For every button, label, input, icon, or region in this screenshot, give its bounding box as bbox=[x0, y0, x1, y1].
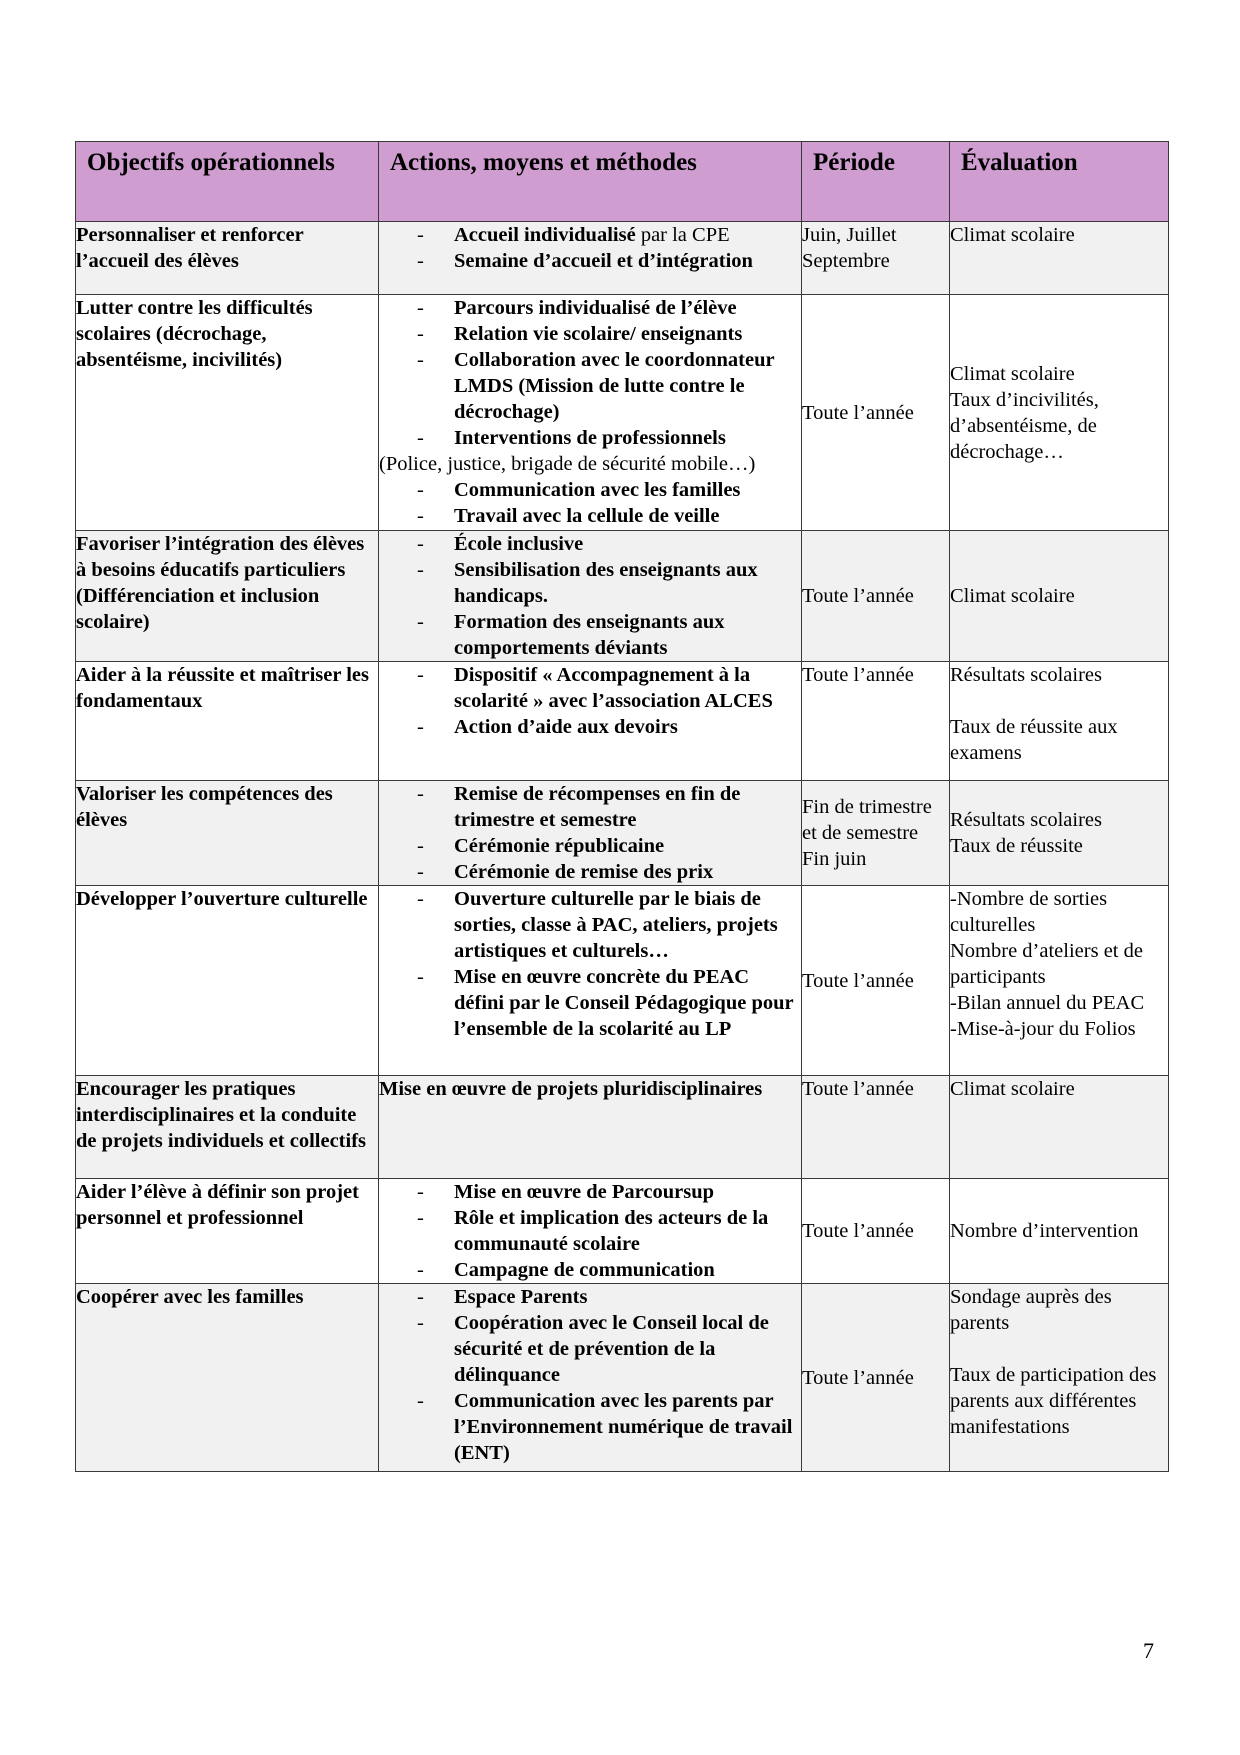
evaluation-line: Taux de réussite bbox=[950, 835, 1083, 857]
action-bold-text: Mise en œuvre concrète du PEAC défini par le Conseil Pédagogique pour l’ensemble de la scolarité au LP bbox=[454, 966, 794, 1040]
evaluation-cell bbox=[950, 662, 1169, 781]
period-cell bbox=[802, 531, 950, 662]
actions-cell bbox=[379, 222, 802, 295]
period-text: Toute l’année bbox=[802, 969, 914, 992]
action-bold-text: Mise en œuvre de Parcoursup bbox=[454, 1181, 715, 1203]
header-period: Période bbox=[802, 142, 950, 222]
period-text: Toute l’année bbox=[802, 664, 914, 686]
action-bold-text: Cérémonie de remise des prix bbox=[454, 861, 714, 883]
action-item bbox=[379, 557, 801, 609]
objective-cell: Coopérer avec les familles bbox=[76, 1284, 379, 1472]
evaluation-line: Taux de participation des parents aux différentes manifestations bbox=[950, 1364, 1157, 1438]
evaluation-cell bbox=[950, 886, 1169, 1076]
action-bold-text: Campagne de communication bbox=[454, 1259, 715, 1281]
evaluation-cell bbox=[950, 222, 1169, 295]
action-bold-text: École inclusive bbox=[454, 533, 584, 555]
table-row bbox=[76, 1179, 1169, 1284]
header-objectives: Objectifs opérationnels bbox=[76, 142, 379, 222]
action-item bbox=[379, 859, 801, 885]
action-item bbox=[379, 503, 801, 529]
evaluation-line: Résultats scolaires bbox=[950, 664, 1103, 686]
action-item bbox=[379, 886, 801, 964]
objective-cell: Valoriser les compétences des élèves bbox=[76, 781, 379, 886]
action-item bbox=[379, 1179, 801, 1205]
actions-cell bbox=[379, 1076, 802, 1179]
action-list bbox=[379, 222, 801, 274]
action-item bbox=[379, 425, 801, 451]
action-bold-text: Action d’aide aux devoirs bbox=[454, 716, 678, 738]
evaluation-spacer bbox=[950, 688, 1168, 714]
period-cell bbox=[802, 886, 950, 1076]
action-item bbox=[379, 1284, 801, 1310]
evaluation-line: Nombre d’intervention bbox=[950, 1220, 1139, 1242]
period-text: Toute l’année bbox=[802, 1366, 914, 1389]
action-list bbox=[379, 1284, 801, 1466]
table-row bbox=[76, 886, 1169, 1076]
evaluation-cell bbox=[950, 531, 1169, 662]
period-cell bbox=[802, 662, 950, 781]
actions-cell bbox=[379, 1179, 802, 1284]
action-plan-table bbox=[75, 141, 1169, 1472]
action-bold-text: Travail avec la cellule de veille bbox=[454, 505, 720, 527]
action-item bbox=[379, 714, 801, 740]
action-bold-text: Rôle et implication des acteurs de la communauté scolaire bbox=[454, 1207, 769, 1255]
table-row bbox=[76, 1284, 1169, 1472]
action-bold-text: Sensibilisation des enseignants aux handicaps. bbox=[454, 559, 758, 607]
evaluation-cell bbox=[950, 1076, 1169, 1179]
period-cell bbox=[802, 295, 950, 531]
action-list bbox=[379, 662, 801, 740]
evaluation-line: Nombre d’ateliers et de participants bbox=[950, 940, 1143, 988]
objective-cell: Encourager les pratiques interdisciplinaires et la conduite de projets individuels et collectifs bbox=[76, 1076, 379, 1179]
period-cell bbox=[802, 1179, 950, 1284]
period-text: Fin de trimestre et de semestre Fin juin bbox=[802, 796, 932, 870]
action-list bbox=[379, 781, 801, 885]
action-item bbox=[379, 248, 801, 274]
action-item bbox=[379, 321, 801, 347]
action-bold-text: Communication avec les parents par l’Environnement numérique de travail (ENT) bbox=[454, 1390, 793, 1464]
action-list bbox=[379, 295, 801, 451]
period-cell bbox=[802, 222, 950, 295]
period-cell bbox=[802, 1284, 950, 1472]
action-item bbox=[379, 964, 801, 1042]
period-cell bbox=[802, 1076, 950, 1179]
evaluation-line: Climat scolaire bbox=[950, 224, 1075, 246]
table-row bbox=[76, 662, 1169, 781]
table-row bbox=[76, 1076, 1169, 1179]
action-bold-text: Coopération avec le Conseil local de sécurité et de prévention de la délinquance bbox=[454, 1312, 769, 1386]
period-text: Toute l’année bbox=[802, 401, 914, 424]
page-number: 7 bbox=[1143, 1638, 1154, 1663]
evaluation-line: -Mise-à-jour du Folios bbox=[950, 1018, 1136, 1040]
actions-cell bbox=[379, 295, 802, 531]
action-item bbox=[379, 531, 801, 557]
action-bold-text: Cérémonie républicaine bbox=[454, 835, 665, 857]
table-row bbox=[76, 222, 1169, 295]
action-bold-text: Relation vie scolaire/ enseignants bbox=[454, 323, 743, 345]
period-text: Toute l’année bbox=[802, 1220, 914, 1242]
action-list bbox=[379, 886, 801, 1042]
action-item bbox=[379, 1310, 801, 1388]
action-item bbox=[379, 662, 801, 714]
period-text: Juin, Juillet Septembre bbox=[802, 224, 897, 272]
objective-cell: Favoriser l’intégration des élèves à besoins éducatifs particuliers (Différenciation et inclusion scolaire) bbox=[76, 531, 379, 662]
action-normal-text: par la CPE bbox=[635, 224, 730, 246]
table-header-row bbox=[76, 142, 1169, 222]
evaluation-line: -Bilan annuel du PEAC bbox=[950, 992, 1145, 1014]
action-bold-text: Collaboration avec le coordonnateur LMDS (Mission de lutte contre le décrochage) bbox=[454, 349, 775, 423]
action-bold-text: Communication avec les familles bbox=[454, 479, 741, 501]
evaluation-cell bbox=[950, 781, 1169, 886]
actions-cell bbox=[379, 662, 802, 781]
evaluation-line: Climat scolaire bbox=[950, 362, 1075, 385]
action-bold-text: Espace Parents bbox=[454, 1286, 588, 1308]
evaluation-line: Taux de réussite aux examens bbox=[950, 716, 1118, 764]
actions-cell bbox=[379, 886, 802, 1076]
action-item bbox=[379, 609, 801, 661]
evaluation-line: -Nombre de sorties culturelles bbox=[950, 888, 1108, 936]
action-list bbox=[379, 477, 801, 529]
action-item bbox=[379, 295, 801, 321]
evaluation-line: Climat scolaire bbox=[950, 585, 1075, 607]
action-item bbox=[379, 1257, 801, 1283]
actions-cell bbox=[379, 781, 802, 886]
evaluation-line: Taux d’incivilités, d’absentéisme, de décrochage… bbox=[950, 388, 1099, 463]
period-text: Toute l’année bbox=[802, 1078, 914, 1100]
period-cell bbox=[802, 781, 950, 886]
actions-cell bbox=[379, 531, 802, 662]
evaluation-cell bbox=[950, 295, 1169, 531]
evaluation-line: Résultats scolaires bbox=[950, 809, 1103, 831]
action-item bbox=[379, 347, 801, 425]
action-text: Mise en œuvre de projets pluridisciplinaires bbox=[379, 1078, 763, 1100]
header-evaluation: Évaluation bbox=[950, 142, 1169, 222]
evaluation-line: Sondage auprès des parents bbox=[950, 1286, 1112, 1334]
objective-cell: Aider l’élève à définir son projet personnel et professionnel bbox=[76, 1179, 379, 1284]
action-bold-text: Dispositif « Accompagnement à la scolarité » avec l’association ALCES bbox=[454, 664, 773, 712]
evaluation-cell bbox=[950, 1284, 1169, 1472]
action-bold-text: Semaine d’accueil et d’intégration bbox=[454, 250, 753, 272]
evaluation-spacer bbox=[950, 1336, 1168, 1362]
action-bold-text: Formation des enseignants aux comportements déviants bbox=[454, 611, 725, 659]
period-text: Toute l’année bbox=[802, 585, 914, 607]
objective-cell: Développer l’ouverture culturelle bbox=[76, 886, 379, 1076]
table-row bbox=[76, 295, 1169, 531]
objective-cell: Personnaliser et renforcer l’accueil des élèves bbox=[76, 222, 379, 295]
action-item bbox=[379, 781, 801, 833]
action-bold-text: Accueil individualisé bbox=[454, 224, 636, 246]
actions-cell bbox=[379, 1284, 802, 1472]
action-list bbox=[379, 1179, 801, 1283]
table-row bbox=[76, 781, 1169, 886]
action-bold-text: Ouverture culturelle par le biais de sorties, classe à PAC, ateliers, projets artistiques et culturels… bbox=[454, 888, 778, 962]
action-item bbox=[379, 1388, 801, 1466]
action-item bbox=[379, 1205, 801, 1257]
objective-cell: Lutter contre les difficultés scolaires (décrochage, absentéisme, incivilités) bbox=[76, 295, 379, 531]
action-bold-text: Parcours individualisé de l’élève bbox=[454, 297, 737, 319]
action-bold-text: Interventions de professionnels bbox=[454, 427, 726, 449]
action-item bbox=[379, 833, 801, 859]
action-continuation: (Police, justice, brigade de sécurité mobile…) bbox=[379, 453, 756, 475]
action-bold-text: Remise de récompenses en fin de trimestre et semestre bbox=[454, 783, 741, 831]
evaluation-cell bbox=[950, 1179, 1169, 1284]
action-list bbox=[379, 531, 801, 661]
table-row bbox=[76, 531, 1169, 662]
header-actions: Actions, moyens et méthodes bbox=[379, 142, 802, 222]
action-item bbox=[379, 222, 801, 248]
objective-cell: Aider à la réussite et maîtriser les fondamentaux bbox=[76, 662, 379, 781]
action-item bbox=[379, 477, 801, 503]
evaluation-line: Climat scolaire bbox=[950, 1078, 1075, 1100]
